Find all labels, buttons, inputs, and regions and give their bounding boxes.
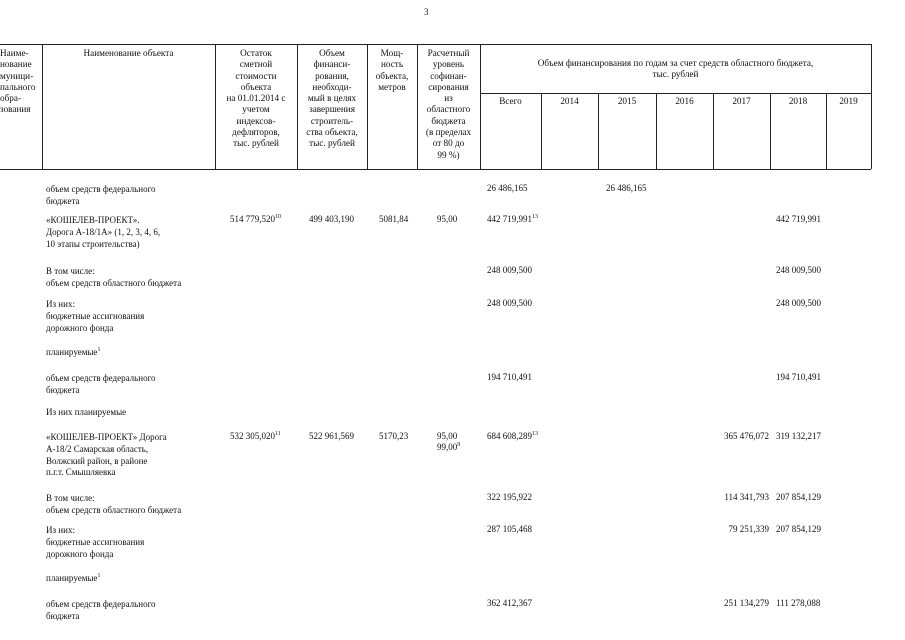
volume-value: 499 403,190 — [309, 214, 354, 224]
header-line: объекта — [240, 81, 272, 92]
col-divider — [871, 44, 872, 169]
year-2017-value: 114 341,793 — [724, 492, 769, 502]
total-value: 248 009,500 — [487, 265, 532, 275]
header-line: метров — [378, 81, 406, 92]
header-remainder — [215, 48, 297, 150]
object-name — [46, 432, 167, 479]
header-line: Мощ- — [380, 48, 404, 58]
header-line: Расчетный — [427, 48, 470, 58]
header-line: зования — [0, 104, 31, 115]
header-line: от 80 до — [432, 138, 465, 149]
object-name-line: дорожного фонда — [46, 322, 114, 333]
object-name-line: Из них: — [46, 525, 75, 535]
header-line: Объем финансирования по годам за счет средств областного бюджета, — [537, 58, 814, 68]
year-2018-value: 207 854,129 — [776, 492, 821, 502]
object-name-line: 10 этапы строительства) — [46, 238, 140, 249]
header-line: рования, — [315, 70, 349, 81]
header-line: объекта, — [375, 70, 409, 81]
header-line: уровень — [432, 59, 465, 70]
header-line: 99 %) — [437, 149, 460, 160]
object-name — [46, 266, 181, 290]
header-line: ность — [380, 59, 404, 70]
header-year-2017: 2017 — [732, 96, 751, 106]
year-2017-value: 365 476,072 — [724, 431, 769, 441]
object-name-line: «КОШЕЛЕВ-ПРОЕКТ». — [46, 215, 140, 225]
header-line: бюджета — [431, 115, 466, 126]
object-name-line: бюджета — [46, 610, 80, 621]
header-line: сметной — [239, 59, 273, 70]
header-funding-title — [480, 58, 871, 81]
object-name-line: планируемые$^1$ — [46, 347, 101, 357]
year-2018-value: 207 854,129 — [776, 524, 821, 534]
capacity-value: 5081,84 — [379, 214, 409, 224]
header-level — [417, 48, 480, 161]
total-value: 322 195,922 — [487, 492, 532, 502]
header-year-2016: 2016 — [675, 96, 694, 106]
header-line: сирования — [428, 81, 469, 92]
total-value: 442 719,991$^{13}$ — [487, 214, 538, 224]
header-year-total: Всего — [499, 96, 522, 106]
object-name — [46, 599, 156, 623]
year-2018-value: 319 132,217 — [776, 431, 821, 441]
header-line: дефляторов, — [232, 127, 280, 138]
row-divider — [480, 93, 871, 94]
header-line: строитель- — [310, 115, 354, 126]
object-name-line: объем средств федерального — [46, 599, 156, 609]
header-line: областного — [426, 104, 471, 115]
object-name-line: объем средств областного бюджета — [46, 504, 182, 515]
header-line: пального — [0, 81, 36, 92]
year-2018-value: 248 009,500 — [776, 298, 821, 308]
header-year-2014: 2014 — [560, 96, 579, 106]
header-line: на 01.01.2014 с — [226, 93, 286, 104]
capacity-value: 5170,23 — [379, 431, 409, 441]
header-municipality — [0, 48, 42, 116]
header-year-2019: 2019 — [839, 96, 858, 106]
year-2018-value: 248 009,500 — [776, 265, 821, 275]
header-line: обра- — [0, 93, 21, 104]
level-value: 95,00 — [437, 431, 458, 441]
year-2018-value: 194 710,491 — [776, 372, 821, 382]
header-line: из — [444, 93, 453, 104]
header-line: необходи- — [312, 81, 352, 92]
object-name-line: В том числе: — [46, 493, 95, 503]
object-name — [46, 347, 100, 359]
total-value: 248 009,500 — [487, 298, 532, 308]
col-divider — [42, 44, 43, 169]
header-volume — [297, 48, 367, 150]
header-line: ства объекта, — [306, 127, 358, 138]
object-name-line: Из них планируемые — [46, 407, 127, 417]
object-name-line: объем средств федерального — [46, 373, 156, 383]
total-value: 684 608,289$^{13}$ — [487, 431, 538, 441]
header-line: Объем — [319, 48, 345, 58]
year-2018-value: 111 278,088 — [776, 598, 821, 608]
header-line: нование — [0, 59, 32, 70]
level-value: 95,00 — [437, 214, 458, 224]
object-name-line: объем средств областного бюджета — [46, 277, 182, 288]
header-line: софинан- — [430, 70, 467, 81]
year-2017-value: 251 134,279 — [724, 598, 769, 608]
object-name-line: бюджетные ассигнования — [46, 310, 145, 321]
header-capacity — [367, 48, 417, 93]
header-line: индексов- — [236, 115, 276, 126]
header-line: учетом — [242, 104, 270, 115]
header-line: тыс. рублей — [652, 69, 699, 80]
header-line: Наиме- — [0, 48, 29, 58]
header-line: (в пределах — [425, 127, 472, 138]
remainder-value: 514 779,520$^{10}$ — [230, 214, 281, 224]
header-year-2015: 2015 — [617, 96, 637, 106]
header-line: тыс. рублей — [233, 138, 279, 149]
object-name — [46, 299, 144, 334]
object-name — [46, 493, 181, 517]
object-name — [46, 215, 160, 250]
total-value: 194 710,491 — [487, 372, 532, 382]
year-2018-value: 442 719,991 — [776, 214, 821, 224]
remainder-value: 532 305,020$^{11}$ — [230, 431, 281, 441]
header-year-2018: 2018 — [788, 96, 808, 106]
object-name — [46, 407, 126, 419]
object-name-line: бюджета — [46, 195, 80, 206]
year-2017-value: 79 251,339 — [728, 524, 769, 534]
header-line: завершения — [309, 104, 355, 115]
object-name-line: «КОШЕЛЕВ-ПРОЕКТ» Дорога — [46, 432, 167, 442]
object-name-line: п.г.т. Смышляевка — [46, 467, 116, 478]
total-value: 287 105,468 — [487, 524, 532, 534]
object-name-line: дорожного фонда — [46, 548, 114, 559]
page-number: 3 — [424, 7, 429, 17]
level-value: 99,00$^9$ — [437, 442, 461, 452]
object-name-line: бюджетные ассигнования — [46, 536, 145, 547]
header-line: стоимости — [235, 70, 277, 81]
object-name — [46, 373, 156, 397]
header-line: финанси- — [313, 59, 351, 70]
year-2015-value: 26 486,165 — [606, 183, 647, 193]
object-name-line: объем средств федерального — [46, 184, 156, 194]
object-name-line: Волжский район, в районе — [46, 455, 148, 466]
object-name — [46, 184, 156, 208]
object-name-line: В том числе: — [46, 266, 95, 276]
header-line: Остаток — [240, 48, 272, 58]
object-name-line: А-18/2 Самарская область, — [46, 443, 149, 454]
object-name — [46, 573, 100, 585]
total-value: 26 486,165 — [487, 183, 528, 193]
volume-value: 522 961,569 — [309, 431, 354, 441]
header-line: тыс. рублей — [309, 138, 355, 149]
object-name-line: планируемые$^1$ — [46, 573, 101, 583]
object-name-line: бюджета — [46, 384, 80, 395]
header-line: муници- — [0, 70, 34, 81]
object-name — [46, 525, 144, 560]
header-line: мый в целях — [307, 93, 357, 104]
header-object-name: Наименование объекта — [83, 48, 174, 58]
object-name-line: Из них: — [46, 299, 75, 309]
total-value: 362 412,367 — [487, 598, 532, 608]
object-name-line: Дорога А-18/1А» (1, 2, 3, 4, 6, — [46, 226, 161, 237]
